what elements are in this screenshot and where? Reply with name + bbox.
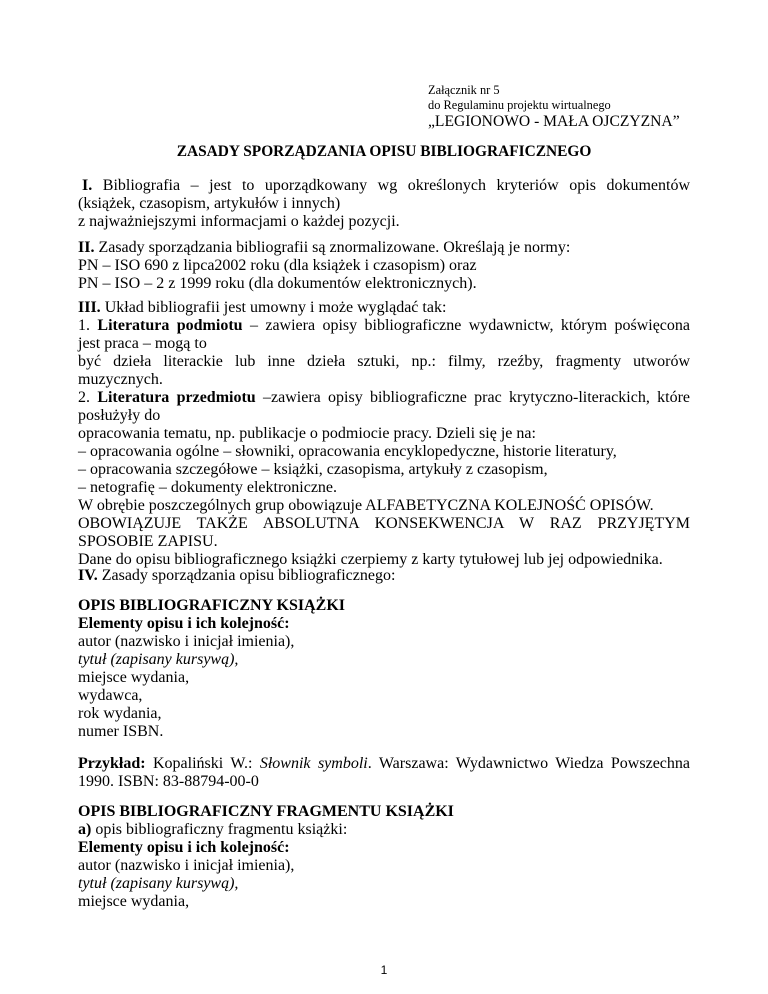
fragment-element-author: autor (nazwisko i inicjał imienia),	[78, 857, 295, 874]
rule-source: Dane do opisu bibliograficznego książki czerpiemy z karty tytułowej lub jej odpowiednika.	[78, 551, 663, 568]
section-2-line-3: PN – ISO – 2 z 1999 roku (dla dokumentów elektronicznych).	[78, 275, 477, 292]
fragment-heading: OPIS BIBLIOGRAFICZNY FRAGMENTU KSIĄŻKI	[78, 803, 454, 820]
book-element-publisher: wydawca,	[78, 687, 143, 704]
annex-note	[428, 83, 680, 131]
point-1-line-2: jest praca – mogą to	[78, 335, 207, 352]
point-1-term: Literatura podmiotu	[97, 317, 243, 334]
fragment-a-text: opis bibliograficzny fragmentu książki:	[91, 821, 348, 838]
fragment-element-title: tytuł (zapisany kursywą),	[78, 875, 239, 892]
section-1-number: I.	[82, 177, 93, 194]
document-title: ZASADY SPORZĄDZANIA OPISU BIBLIOGRAFICZNEGO	[176, 143, 592, 160]
point-2-term: Literatura przedmiotu	[97, 389, 256, 406]
section-1-line-1: Bibliografia – jest to uporządkowany wg określonych kryteriów opis dokumentów	[102, 177, 691, 194]
section-4-text: Zasady sporządzania opisu bibliograficznego:	[101, 567, 396, 584]
annex-project-name: „LEGIONOWO - MAŁA OJCZYZNA”	[428, 113, 680, 130]
list-item-general: – opracowania ogólne – słowniki, opracowania encyklopedyczne, historie literatury,	[78, 443, 617, 460]
list-item-netography: – netografię – dokumenty elektroniczne.	[78, 479, 338, 496]
fragment-element-place: miejsce wydania,	[78, 893, 190, 910]
book-element-year: rok wydania,	[78, 705, 162, 722]
book-heading: OPIS BIBLIOGRAFICZNY KSIĄŻKI	[78, 597, 346, 614]
book-elements-heading: Elementy opisu i ich kolejność:	[78, 615, 290, 632]
example-author: Kopaliński W.:	[145, 755, 260, 772]
fragment-a-label: a)	[78, 821, 92, 838]
section-3	[78, 299, 690, 569]
point-2-line-2: posłużyły do	[78, 407, 161, 424]
section-4-number: IV.	[78, 567, 98, 584]
rule-alphabetical: W obrębie poszczególnych grup obowiązuje ALFABETYCZNA KOLEJNOŚĆ OPISÓW.	[78, 497, 654, 514]
list-item-detailed: – opracowania szczegółowe – książki, czasopisma, artykuły z czasopism,	[78, 461, 548, 478]
example-title: Słownik symboli	[259, 755, 368, 772]
section-3-point-1	[78, 317, 690, 335]
section-4	[78, 567, 690, 585]
section-1	[78, 177, 690, 231]
page-number: 1	[380, 963, 388, 977]
section-2	[78, 239, 690, 293]
example-label: Przykład:	[78, 755, 146, 772]
book-description-section	[78, 597, 690, 741]
annex-line-2: do Regulaminu projektu wirtualnego	[428, 98, 611, 112]
point-2-text: –zawiera opisy bibliograficzne prac krytyczno-literackich, które	[255, 389, 691, 406]
book-element-title: tytuł (zapisany kursywą),	[78, 651, 239, 668]
rule-consistency: OBOWIĄZUJE TAKŻE ABSOLUTNA KONSEKWENCJA W RAZ PRZYJĘTYM	[78, 515, 690, 532]
example-rest: . Warszawa: Wydawnictwo Wiedza Powszechna	[367, 755, 690, 772]
section-2-line-1: Zasady sporządzania bibliografii są znormalizowane. Określają je normy:	[98, 239, 571, 256]
section-3-point-2	[78, 389, 690, 407]
point-1-line-3: być dzieła literackie lub inne dzieła sztuki, np.: filmy, rzeźby, fragmenty utworów	[78, 353, 690, 370]
book-element-place: miejsce wydania,	[78, 669, 190, 686]
point-2-number: 2.	[78, 389, 98, 406]
point-2-line-3: opracowania tematu, np. publikacje o podmiocie pracy. Dzieli się je na:	[78, 425, 536, 442]
point-1-number: 1.	[78, 317, 98, 334]
section-1-line-2: (książek, czasopism, artykułów i innych)	[78, 195, 341, 212]
book-element-isbn: numer ISBN.	[78, 723, 164, 740]
section-3-intro: Układ bibliografii jest umowny i może wyglądać tak:	[104, 299, 447, 316]
fragment-description-section	[78, 803, 690, 911]
annex-line-1: Załącznik nr 5	[428, 83, 500, 97]
example-line-2: 1990. ISBN: 83-88794-00-0	[78, 773, 259, 790]
section-2-line-2: PN – ISO 690 z lipca2002 roku (dla książek i czasopism) oraz	[78, 257, 477, 274]
section-1-line-3: z najważniejszymi informacjami o każdej pozycji.	[78, 213, 400, 230]
section-2-number: II.	[78, 239, 95, 256]
rule-consistency-end: SPOSOBIE ZAPISU.	[78, 533, 218, 550]
fragment-elements-heading: Elementy opisu i ich kolejność:	[78, 839, 290, 856]
book-example	[78, 755, 690, 791]
point-1-text: – zawiera opisy bibliograficzne wydawnictw, którym poświęcona	[242, 317, 691, 334]
point-1-line-4: muzycznych.	[78, 371, 163, 388]
book-element-author: autor (nazwisko i inicjał imienia),	[78, 633, 295, 650]
section-3-number: III.	[78, 299, 101, 316]
